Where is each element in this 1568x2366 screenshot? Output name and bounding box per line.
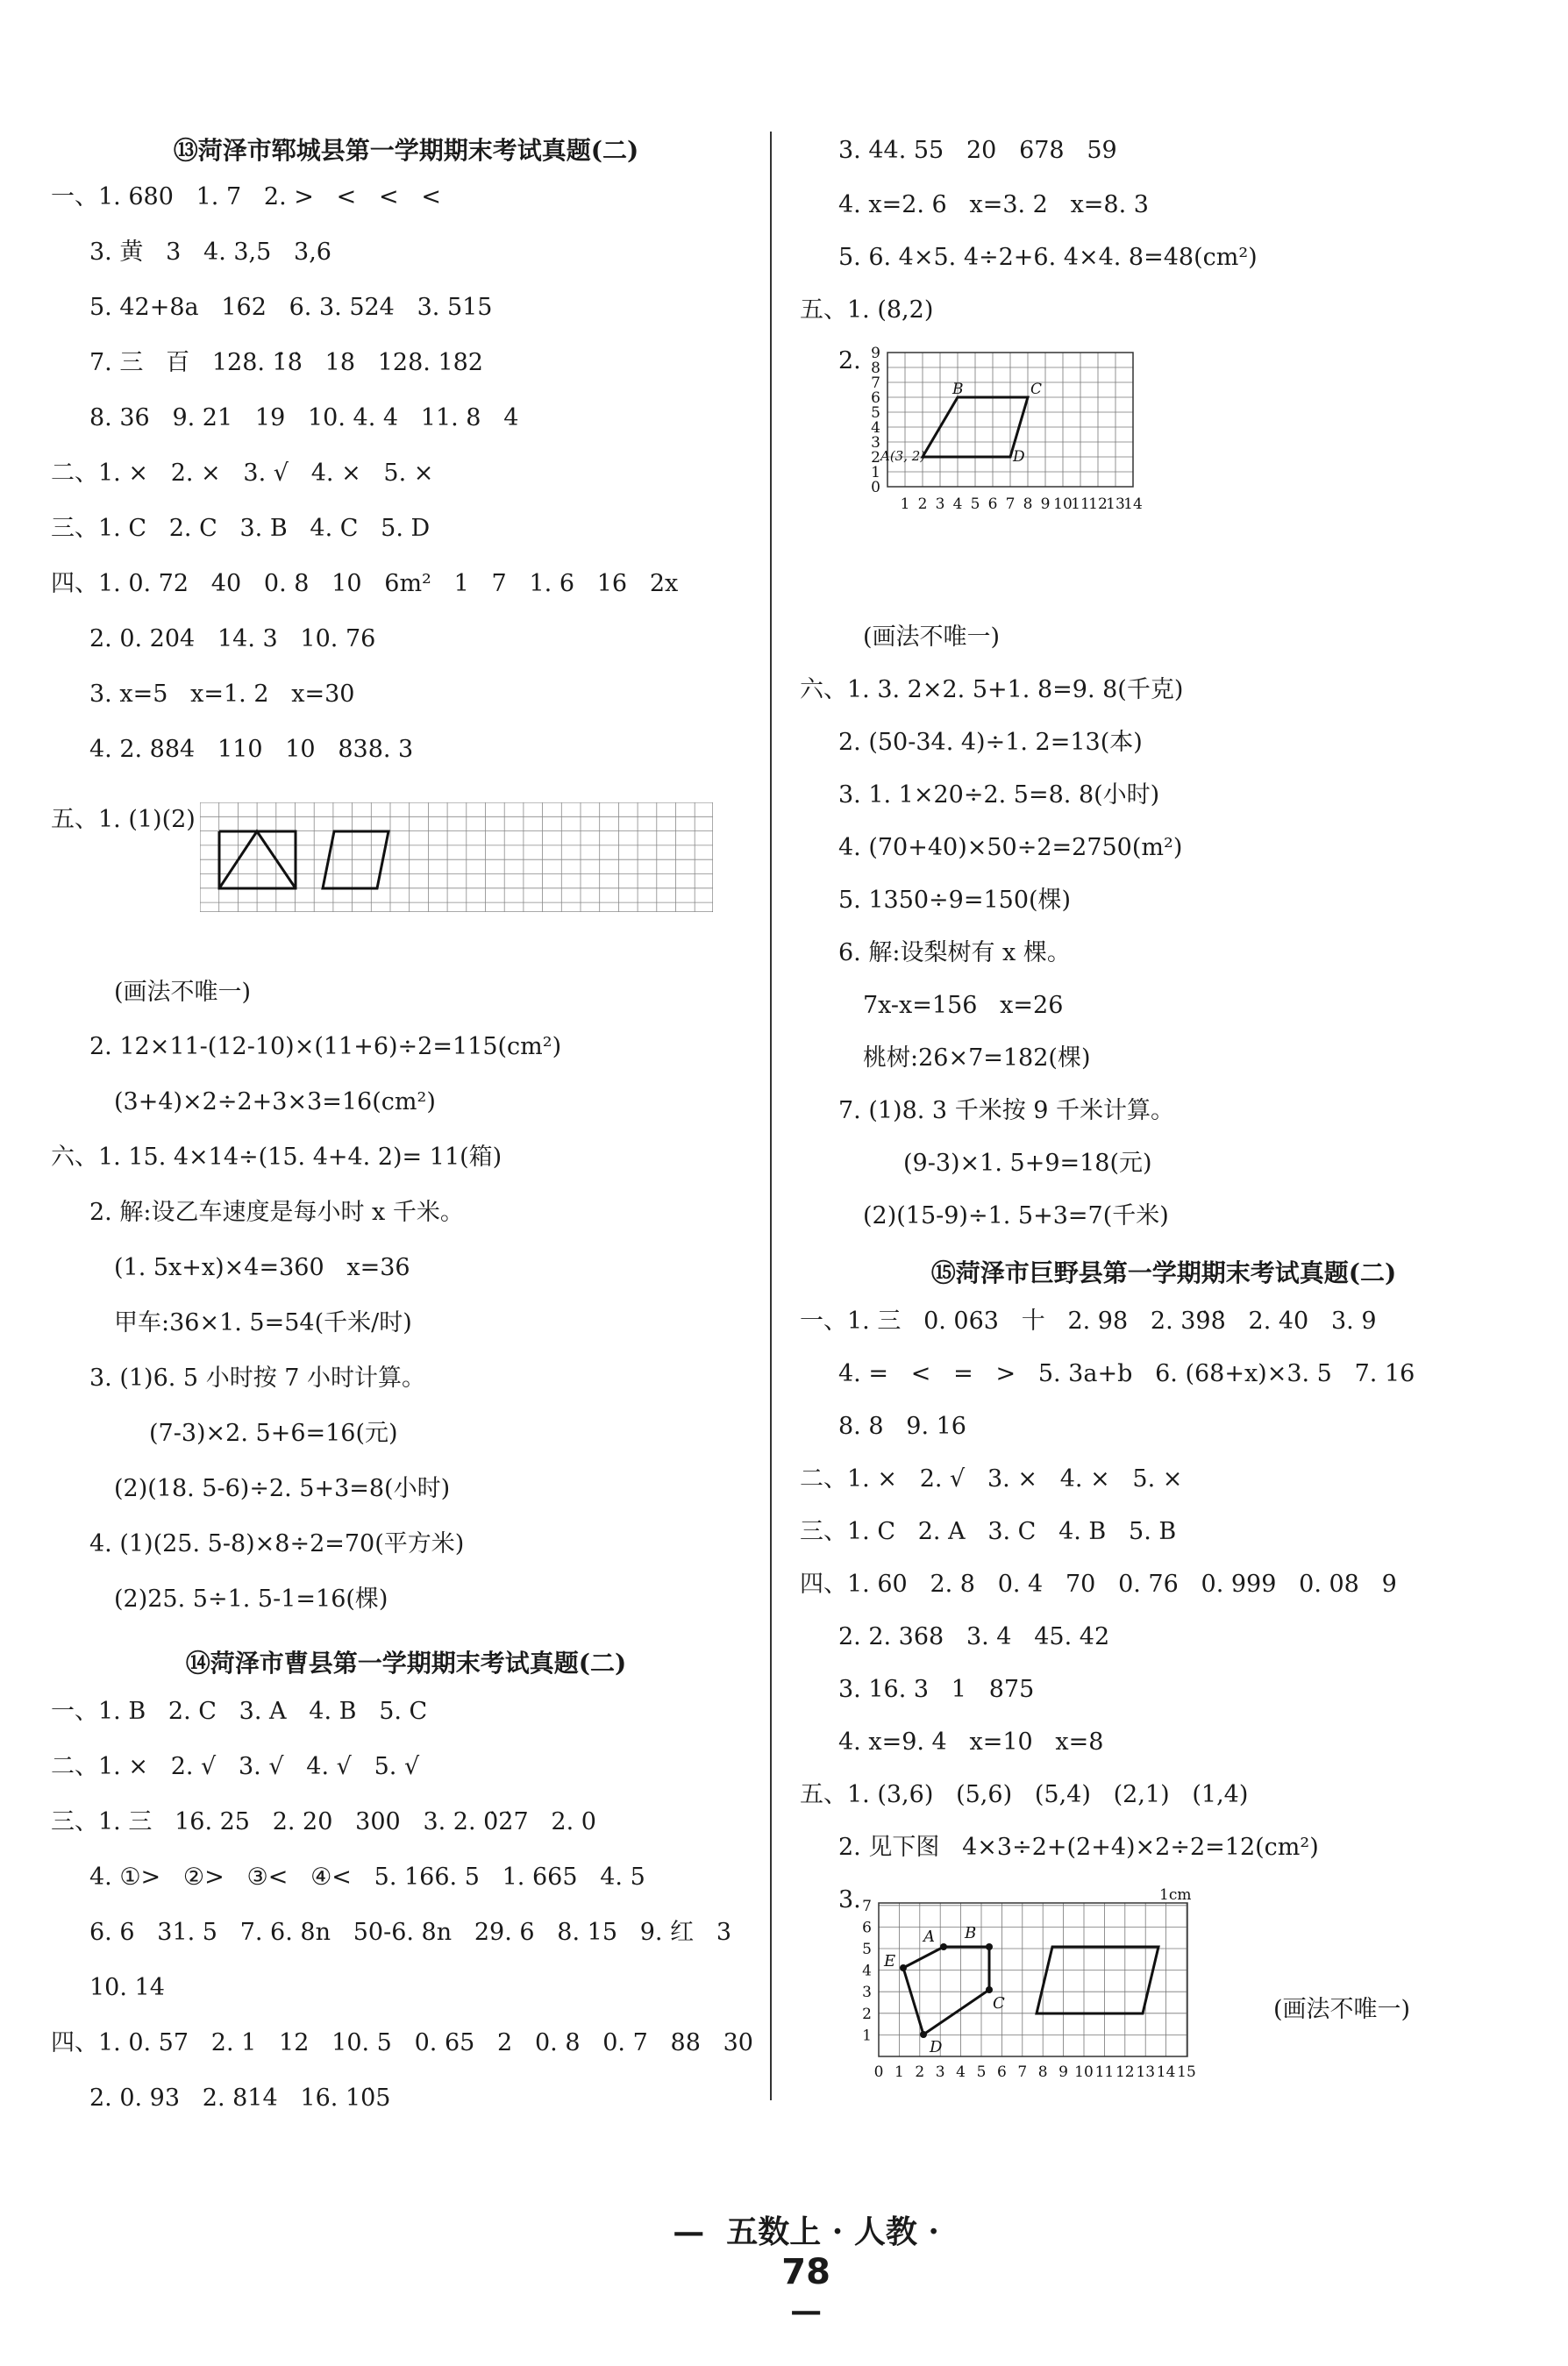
answer-line: 2. 2. 368 3. 4 45. 42 (838, 1623, 1110, 1650)
y-tick-label: 7 (871, 374, 880, 392)
y-tick-label: 8 (871, 360, 880, 377)
answer-line: 3. (1)6. 5 小时按 7 小时计算。 (89, 1365, 426, 1392)
answer-line: 2. 解:设乙车速度是每小时 x 千米。 (89, 1199, 464, 1226)
section-title-13: ⑬菏泽市郓城县第一学期期末考试真题(二) (173, 136, 639, 165)
x-tick-label: 13 (1106, 495, 1125, 513)
x-tick-label: 8 (1037, 2063, 1048, 2081)
answer-line: (1. 5x+x)×4=360 x=36 (114, 1254, 410, 1281)
answer-line: 2. 0. 93 2. 814 16. 10̇5 (89, 2085, 391, 2112)
x-tick-label: 3 (935, 2063, 945, 2081)
answer-line: 五、1. (8,2) (800, 296, 934, 324)
answer-line: 四、1. 0. 57 2. 1 12 10. 5 0. 65 2 0. 8 0. 7 88 30 (51, 2029, 753, 2056)
answer-line: 4. = < = > 5. 3a+b 6. (68+x)×3. 5 7. 16 (838, 1360, 1415, 1387)
x-tick-label: 7 (1005, 495, 1016, 513)
section-title-14: ⑭菏泽市曹县第一学期期末考试真题(二) (185, 1649, 627, 1678)
answer-line: 6. 6 31. 5 7. 6. 8n 50-6. 8n 29. 6 8. 15 9. 红 3 (89, 1919, 732, 1946)
y-tick-label: 2 (871, 449, 880, 467)
footer-text: — 五数上 · 人教 · (673, 2213, 939, 2250)
x-tick-label: 5 (976, 2063, 987, 2081)
answer-line: (画法不唯一) (863, 624, 1001, 651)
answer-line: 五、1. (3,6) (5,6) (5,4) (2,1) (1,4) (800, 1781, 1249, 1808)
x-tick-label: 1 (900, 495, 910, 513)
answer-line: 4. (1)(25. 5-8)×8÷2=70(平方米) (89, 1530, 465, 1557)
answer-line: 2. 见下图 4×3÷2+(2+4)×2÷2=12(cm²) (838, 1834, 1319, 1861)
y-tick-label: 6 (871, 389, 880, 407)
column-divider (770, 132, 772, 2100)
answer-line: 3. 1. 1×20÷2. 5=8. 8(小时) (838, 781, 1160, 809)
x-tick-label: 11 (1071, 495, 1090, 513)
y-tick-label: 4 (862, 1962, 872, 1980)
coordinate-graph-2 (852, 1885, 1221, 2083)
y-tick-label: 1 (862, 2027, 872, 2045)
y-tick-label: 0 (871, 479, 880, 496)
x-tick-label: 7 (1017, 2063, 1028, 2081)
answer-line: 3. (838, 1886, 861, 1913)
answer-line: 4. 2. 884 110 10 838. 3 (89, 736, 414, 763)
y-tick-label: 5 (862, 1941, 872, 1958)
answer-line: 六、1. 15. 4×14÷(15. 4+4. 2)= 11(箱) (51, 1144, 502, 1171)
answer-line: 3. x=5 x=1. 2 x=30 (89, 681, 355, 708)
x-tick-label: 5 (970, 495, 980, 513)
y-tick-label: 2 (862, 2005, 872, 2023)
answer-line: 甲车:36×1. 5=54(千米/时) (114, 1309, 412, 1336)
y-tick-label: 3 (871, 434, 880, 452)
y-tick-label: 5 (871, 404, 880, 422)
answer-line: 五、1. (1)(2) (51, 806, 196, 833)
answer-line: (2)(15-9)÷1. 5+3=7(千米) (863, 1202, 1169, 1229)
answer-line: 8. 8 9. 16 (838, 1413, 966, 1440)
x-tick-label: 4 (952, 495, 963, 513)
answer-line: 3. 16. 3 1 875 (838, 1676, 1035, 1703)
answer-line: 7. 三 百 128. 1̇8̇ 18 128. 182 (89, 349, 483, 376)
answer-line: 六、1. 3. 2×2. 5+1. 8=9. 8(千克) (800, 676, 1184, 703)
point-c-label: C (1030, 381, 1043, 398)
x-tick-label: 2 (917, 495, 928, 513)
x-tick-label: 6 (987, 495, 998, 513)
x-tick-label: 10 (1053, 495, 1073, 513)
answer-line: 四、1. 60 2. 8 0. 4 70 0. 76 0. 999 0. 08 9 (800, 1571, 1397, 1598)
answer-line: (3+4)×2÷2+3×3=16(cm²) (114, 1088, 436, 1115)
x-tick-label: 1 (894, 2063, 904, 2081)
answer-line: 二、1. × 2. × 3. √ 4. × 5. × (51, 460, 434, 487)
x-tick-label: 10 (1074, 2063, 1094, 2081)
point-b-label: B (965, 1924, 977, 1942)
section-title-15: ⑮菏泽市巨野县第一学期期末考试真题(二) (930, 1258, 1397, 1287)
point-d-label: D (930, 2038, 943, 2056)
answer-line: 4. x=2. 6 x=3. 2 x=8. 3 (838, 191, 1149, 218)
answer-line: 4. (70+40)×50÷2=2750(m²) (838, 834, 1183, 861)
grid-figure-shapes (200, 802, 713, 912)
coordinate-graph-1 (861, 342, 1159, 526)
answer-line: 5. 1350÷9=150(棵) (838, 887, 1072, 914)
x-tick-label: 12 (1115, 2063, 1135, 2081)
point-c-label: C (993, 1994, 1005, 2013)
answer-line: 8. 36 9. 21 19 10. 4. 4 11. 8 4 (89, 404, 519, 431)
answer-line: 6. 解:设梨树有 x 棵。 (838, 939, 1071, 966)
x-tick-label: 15 (1177, 2063, 1196, 2081)
y-tick-label: 7 (862, 1897, 872, 1915)
answer-line: 三、1. C 2. A 3. C 4. B 5. B (800, 1518, 1177, 1545)
answer-line: 5. 6. 4×5. 4÷2+6. 4×4. 8=48(cm²) (838, 244, 1258, 271)
page-footer (0, 2170, 1568, 2366)
y-tick-label: 3 (862, 1984, 872, 2002)
answer-line: 二、1. × 2. √ 3. × 4. × 5. × (800, 1465, 1183, 1493)
answer-line: 2. (838, 347, 861, 374)
answer-line: 一、1. 三 0. 063 十 2. 98 2. 39̇8̇ 2. 40 3. 9 (800, 1308, 1377, 1335)
answer-line: 三、1. 三 16. 25 2. 20 300 3. 2. 0̇2̇7 2. 0 (51, 1808, 596, 1835)
answer-line: 桃树:26×7=182(棵) (863, 1044, 1091, 1072)
x-tick-label: 2 (915, 2063, 925, 2081)
unit-label: 1cm (1159, 1886, 1192, 1904)
point-a-label: A(3, 2) (880, 448, 926, 464)
answer-line: 3. 44. 55 20 678 59 (838, 137, 1117, 164)
x-tick-label: 13 (1136, 2063, 1156, 2081)
answer-line: (画法不唯一) (114, 979, 252, 1006)
answer-line: 一、1. B 2. C 3. A 4. B 5. C (51, 1698, 428, 1725)
x-tick-label: 3 (935, 495, 945, 513)
point-e-label: E (884, 1952, 896, 1970)
y-tick-label: 6 (862, 1919, 872, 1937)
answer-line: (9-3)×1. 5+9=18(元) (903, 1150, 1152, 1177)
drawing-note: (画法不唯一) (1273, 1996, 1411, 2023)
answer-line: 2. 0. 204 14. 3 10. 76 (89, 625, 376, 652)
answer-line: 2. (50-34. 4)÷1. 2=13(本) (838, 729, 1143, 756)
x-tick-label: 12 (1088, 495, 1108, 513)
answer-line: 一、1. 680 1. 7 2. > < < < (51, 183, 441, 210)
answer-line: (2)25. 5÷1. 5-1=16(棵) (114, 1586, 388, 1613)
x-tick-label: 0 (873, 2063, 884, 2081)
y-tick-label: 9 (871, 345, 880, 362)
x-tick-label: 4 (956, 2063, 966, 2081)
answer-line: (2)(18. 5-6)÷2. 5+3=8(小时) (114, 1475, 451, 1502)
answer-line: 二、1. × 2. √ 3. √ 4. √ 5. √ (51, 1753, 420, 1780)
footer-dash: — (790, 2292, 823, 2329)
answer-line: 4. ①> ②> ③< ④< 5. 166. 5 1. 665 4. 5 (89, 1864, 645, 1891)
y-tick-label: 4 (871, 419, 880, 437)
answer-line: 四、1. 0. 72 40 0. 8 10 6m² 1 7 1. 6 16 2x (51, 570, 679, 597)
y-tick-label: 1 (871, 464, 880, 481)
point-d-label: D (1013, 448, 1025, 466)
point-b-label: B (952, 381, 964, 398)
answer-line: 2. 12×11-(12-10)×(11+6)÷2=115(cm²) (89, 1033, 562, 1060)
x-tick-label: 14 (1123, 495, 1143, 513)
page-number: 78 (781, 2252, 830, 2292)
answer-line: 4. x=9. 4 x=10 x=8 (838, 1728, 1104, 1756)
x-tick-label: 9 (1058, 2063, 1069, 2081)
x-tick-label: 6 (996, 2063, 1007, 2081)
answer-line: 5. 42+8a 162 6. 3. 524 3. 515 (89, 294, 493, 321)
point-a-label: A (923, 1928, 935, 1946)
answer-line: 3. 黄 3 4. 3,5 3,6 (89, 239, 331, 266)
answer-line: 三、1. C 2. C 3. B 4. C 5. D (51, 515, 431, 542)
answer-line: 7. (1)8. 3 千米按 9 千米计算。 (838, 1097, 1175, 1124)
answer-line: (7-3)×2. 5+6=16(元) (149, 1420, 398, 1447)
x-tick-label: 14 (1156, 2063, 1176, 2081)
x-tick-label: 11 (1094, 2063, 1115, 2081)
answer-line: 10. 14 (89, 1974, 165, 2001)
x-tick-label: 9 (1040, 495, 1051, 513)
x-tick-label: 8 (1023, 495, 1033, 513)
answer-line: 7x-x=156 x=26 (863, 992, 1064, 1019)
